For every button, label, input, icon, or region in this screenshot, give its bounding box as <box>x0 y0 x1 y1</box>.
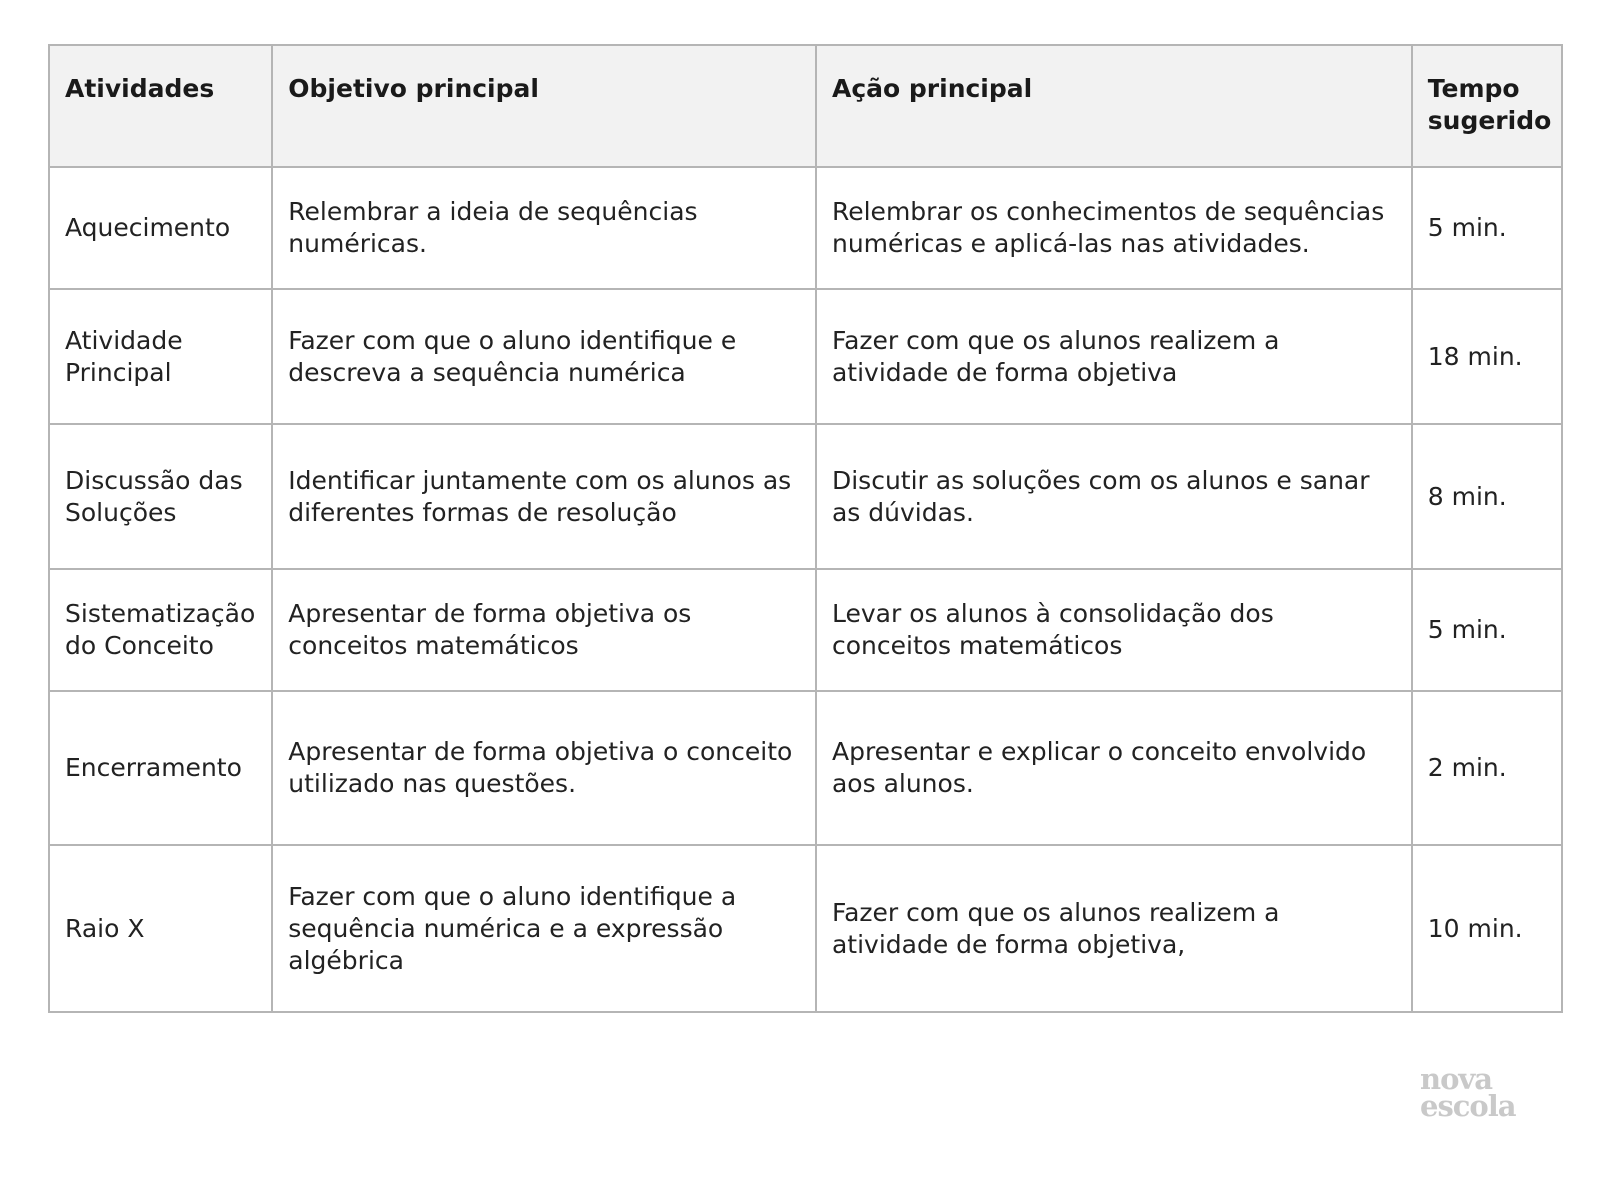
time-cell: 2 min. <box>1412 691 1562 845</box>
time-cell: 5 min. <box>1412 167 1562 289</box>
table-body <box>49 167 1562 1012</box>
goal-cell: Relembrar a ideia de sequências numéricas. <box>272 167 816 289</box>
time-cell: 5 min. <box>1412 569 1562 691</box>
table-row <box>49 167 1562 289</box>
activity-cell: Sistematização do Conceito <box>49 569 272 691</box>
goal-cell: Fazer com que o aluno identifique a sequência numérica e a expressão algébrica <box>272 845 816 1012</box>
goal-cell: Apresentar de forma objetiva o conceito utilizado nas questões. <box>272 691 816 845</box>
activity-cell: Aquecimento <box>49 167 272 289</box>
action-cell: Apresentar e explicar o conceito envolvido aos alunos. <box>816 691 1412 845</box>
activity-cell: Atividade Principal <box>49 289 272 424</box>
nova-escola-logo <box>1420 1062 1540 1123</box>
table-row <box>49 289 1562 424</box>
activity-cell: Raio X <box>49 845 272 1012</box>
action-cell: Fazer com que os alunos realizem a atividade de forma objetiva <box>816 289 1412 424</box>
action-cell: Fazer com que os alunos realizem a atividade de forma objetiva, <box>816 845 1412 1012</box>
header-main-action: Ação principal <box>816 45 1412 167</box>
action-cell: Relembrar os conhecimentos de sequências numéricas e aplicá-las nas atividades. <box>816 167 1412 289</box>
logo-line-escola: escola <box>1420 1089 1516 1123</box>
goal-cell: Fazer com que o aluno identifique e descreva a sequência numérica <box>272 289 816 424</box>
logo-line-nova: nova <box>1420 1062 1493 1096</box>
activity-cell: Encerramento <box>49 691 272 845</box>
table-row <box>49 569 1562 691</box>
goal-cell: Identificar juntamente com os alunos as diferentes formas de resolução <box>272 424 816 569</box>
header-activities: Atividades <box>49 45 272 167</box>
table-row <box>49 691 1562 845</box>
time-cell: 10 min. <box>1412 845 1562 1012</box>
action-cell: Discutir as soluções com os alunos e sanar as dúvidas. <box>816 424 1412 569</box>
header-suggested-time: Tempo sugerido <box>1412 45 1562 167</box>
header-main-goal: Objetivo principal <box>272 45 816 167</box>
action-cell: Levar os alunos à consolidação dos conceitos matemáticos <box>816 569 1412 691</box>
goal-cell: Apresentar de forma objetiva os conceitos matemáticos <box>272 569 816 691</box>
table-row <box>49 424 1562 569</box>
header-row <box>49 45 1562 167</box>
activity-cell: Discussão das Soluções <box>49 424 272 569</box>
table-header <box>49 45 1562 167</box>
time-cell: 8 min. <box>1412 424 1562 569</box>
lesson-plan-table <box>48 44 1563 1013</box>
time-cell: 18 min. <box>1412 289 1562 424</box>
table-row <box>49 845 1562 1012</box>
